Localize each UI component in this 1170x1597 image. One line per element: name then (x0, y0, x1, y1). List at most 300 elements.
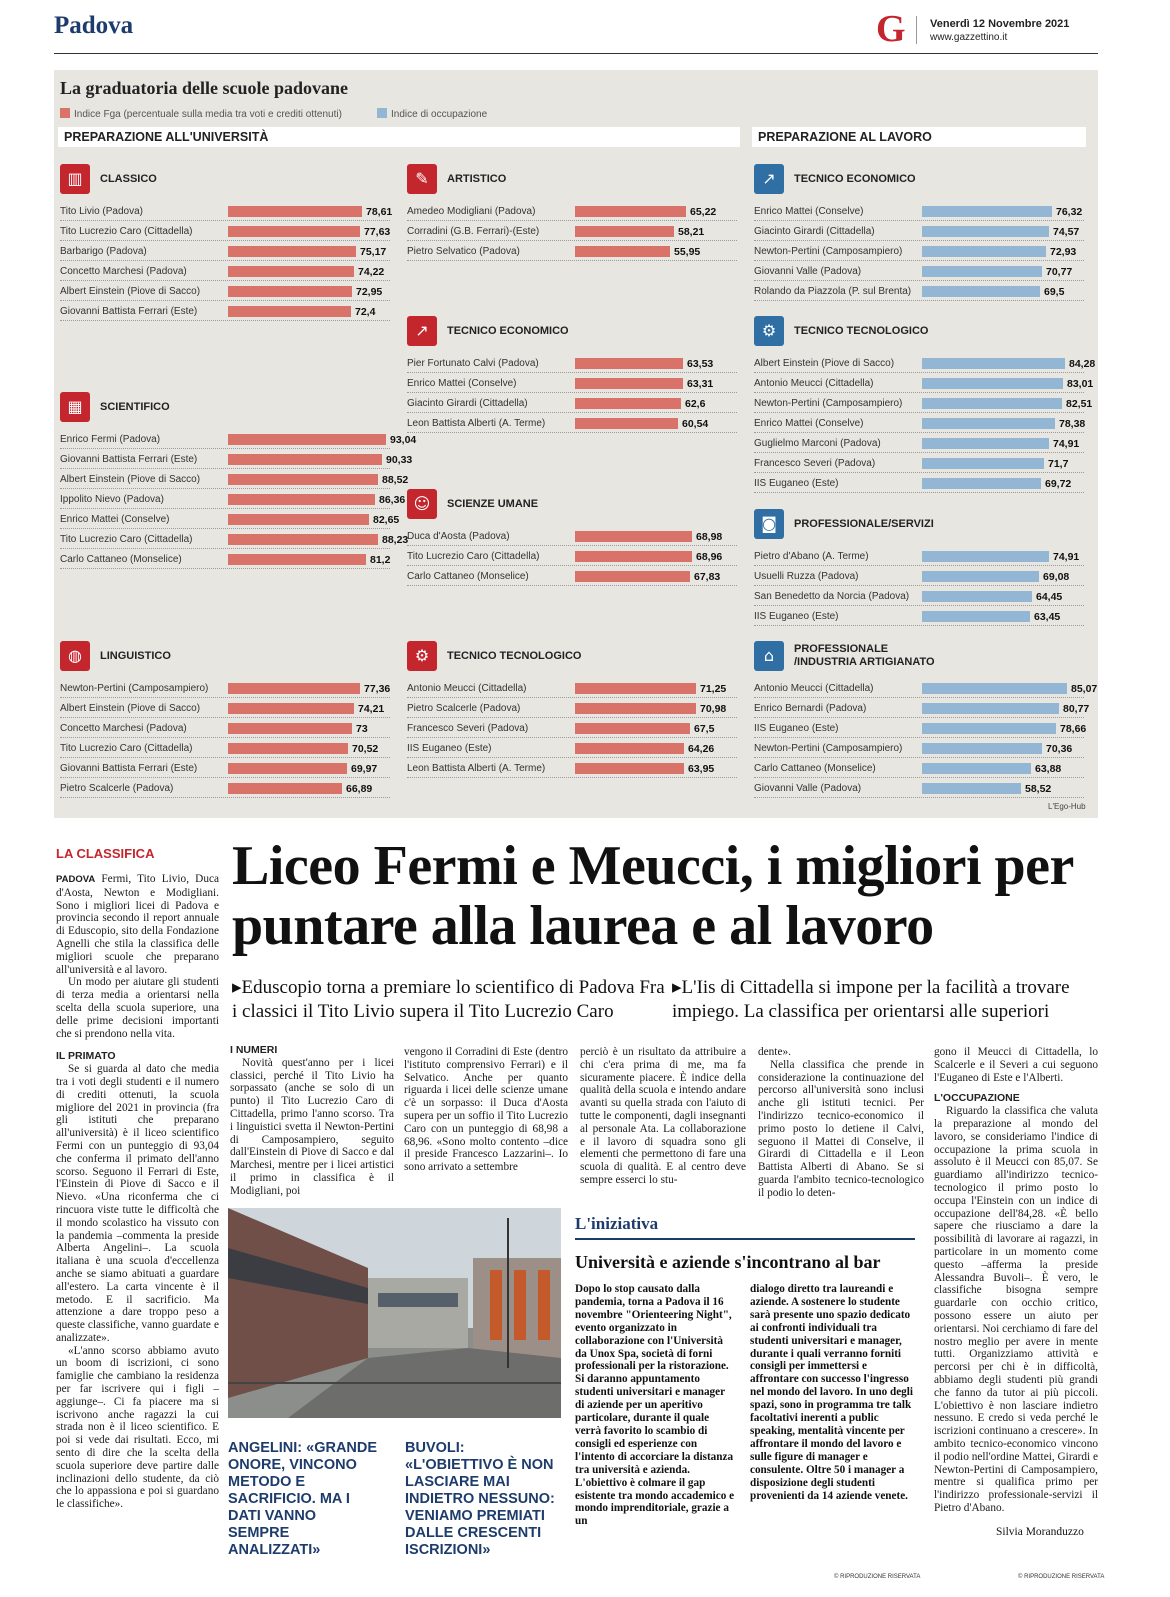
score-bar (575, 743, 684, 754)
score-value: 70,36 (1046, 743, 1073, 755)
score-value: 63,45 (1034, 611, 1061, 623)
score-value: 72,93 (1050, 246, 1077, 258)
section-name: Padova (54, 12, 134, 39)
score-bar (575, 571, 690, 582)
row-divider (407, 565, 737, 566)
row-divider (407, 777, 737, 778)
score-value: 71,25 (700, 683, 727, 695)
article-column-4 (580, 1046, 746, 1187)
score-bar (922, 683, 1067, 694)
score-bar (228, 763, 347, 774)
box-rule (575, 1238, 915, 1240)
school-name: Newton-Pertini (Camposampiero) (60, 683, 209, 694)
score-bar (575, 763, 684, 774)
paragraph: Nella classifica che prende in considerazione la continuazione del percorso all'università sono inclusi anche gli istituti tecnici. Per l'indirizzo tecnico-economico il primo posto lo detiene il Calvi, seguono il Mattei di Conselve, il Girardi di Cittadella e il Leon Battista Alberti di Abano. Se si guarda l'ambito tecnico-tecnologico il podio lo deten- (758, 1058, 924, 1199)
school-name: Enrico Bernardi (Padova) (754, 703, 867, 714)
row-divider (754, 585, 1084, 586)
score-value: 74,91 (1053, 551, 1080, 563)
score-bar (575, 378, 683, 389)
score-bar (922, 551, 1049, 562)
score-bar (228, 783, 342, 794)
school-name: Tito Lucrezio Caro (Cittadella) (60, 226, 193, 237)
score-bar (575, 226, 674, 237)
score-value: 72,4 (355, 306, 376, 318)
section-title: SCIENZE UMANE (447, 498, 539, 510)
score-value: 68,98 (696, 531, 723, 543)
issue-date: Venerdì 12 Novembre 2021 (930, 18, 1070, 30)
section-title: TECNICO TECNOLOGICO (447, 650, 582, 662)
school-name: Leon Battista Alberti (A. Terme) (407, 418, 546, 429)
legend-label-occupazione: Indice di occupazione (391, 109, 488, 120)
row-divider (60, 528, 390, 529)
subhead-occupazione: L'OCCUPAZIONE (934, 1092, 1020, 1105)
school-name: Francesco Severi (Padova) (754, 458, 876, 469)
section-title: /INDUSTRIA ARTIGIANATO (794, 656, 935, 668)
article-column-3 (404, 1046, 568, 1174)
school-name: Giovanni Battista Ferrari (Este) (60, 763, 198, 774)
school-name: Concetto Marchesi (Padova) (60, 723, 187, 734)
score-bar (922, 206, 1052, 217)
school-name: Antonio Meucci (Cittadella) (754, 378, 874, 389)
pull-quote-angelini: ANGELINI: «GRANDE ONORE, VINCONO METODO E SACRIFICIO. MA I DATI VANNO SEMPRE ANALIZZATI» (228, 1440, 378, 1558)
row-divider (754, 777, 1084, 778)
row-divider (407, 240, 737, 241)
school-name: Duca d'Aosta (Padova) (407, 531, 510, 542)
score-value: 78,66 (1060, 723, 1087, 735)
people-icon: ☺ (407, 489, 437, 519)
score-value: 74,22 (358, 266, 385, 278)
row-divider (407, 717, 737, 718)
score-value: 63,95 (688, 763, 715, 775)
paragraph: «L'anno scorso abbiamo avuto un boom di iscrizioni, ci sono famiglie che cambiano la residenza per far iscrivere qui i figli –aggiunge–. Ci fa piacere ma si iscrivono anche ragazzi la cui strada non è il liceo scientifico. E poi si vede dai risultati. Ecco, mi sento di dire che la scelta della scuola superiore deve partire dalle inclinazioni dello studente, da ciò che lo appassiona e poi si guardano le classifiche». (56, 1344, 219, 1511)
legend-swatch-fga (60, 108, 70, 118)
score-bar (922, 571, 1039, 582)
paragraph: dente». (758, 1046, 791, 1058)
row-divider (60, 697, 390, 698)
row-divider (407, 545, 737, 546)
school-name: Carlo Cattaneo (Monselice) (60, 554, 182, 565)
school-name: IIS Euganeo (Este) (754, 723, 839, 734)
masthead-rule (54, 53, 1098, 54)
school-name: Corradini (G.B. Ferrari)-(Este) (407, 226, 540, 237)
legend-item-occupazione (377, 108, 487, 120)
school-name: Enrico Mattei (Conselve) (60, 514, 170, 525)
score-bar (575, 683, 696, 694)
school-name: Enrico Mattei (Conselve) (754, 418, 864, 429)
gazzettino-logo[interactable]: G (876, 8, 906, 50)
row-divider (754, 412, 1084, 413)
score-bar (922, 611, 1030, 622)
headline: Liceo Fermi e Meucci, i migliori per puntare alla laurea e al lavoro (232, 835, 1073, 957)
score-bar (228, 494, 375, 505)
dateline: PADOVA (56, 874, 96, 885)
score-value: 90,33 (386, 454, 413, 466)
row-divider (60, 220, 390, 221)
paragraph: Se si guarda al dato che media tra i voti degli studenti e il numero di crediti ottenuti, la scuola migliore del 2021 in provincia (fra gli istituti che preparano all'università) è il liceo scientifico Fermi con un punteggio di 93,04 che conferma il primato dell'anno scorso. Seguono il Ferrari di Este, l'Einstein di Piove di Sacco e il Nievo. «Una riconferma che ci rincuora viste tutte le difficoltà che il mondo scolastico ha vissuto con la pandemia –commenta la preside Alberta Angelini–. La scuola italiana è una scuola d'eccellenza anche se siamo abituati a guardare all'estero. La carta vincente è il metodo. E il sacrificio. Ma attenzione a dare troppo peso a queste classifiche, vanno guardate e analizzate». (56, 1063, 219, 1344)
score-bar (228, 206, 362, 217)
section-title: TECNICO ECONOMICO (447, 325, 569, 337)
chart-icon: ↗ (407, 316, 437, 346)
gears-icon: ⚙ (407, 641, 437, 671)
row-divider (60, 240, 390, 241)
score-value: 78,61 (366, 206, 393, 218)
school-name: Tito Lucrezio Caro (Cittadella) (60, 743, 193, 754)
person-icon: ◙ (754, 509, 784, 539)
subhead-numeri: I NUMERI (230, 1044, 278, 1056)
score-bar (922, 418, 1055, 429)
score-value: 84,28 (1069, 358, 1096, 370)
school-name: Albert Einstein (Piove di Sacco) (754, 358, 895, 369)
score-value: 93,04 (390, 434, 417, 446)
score-bar (228, 306, 351, 317)
score-value: 73 (356, 723, 368, 735)
school-name: Usuelli Ruzza (Padova) (754, 571, 859, 582)
masthead-separator (916, 16, 917, 44)
calculator-icon: ▦ (60, 392, 90, 422)
school-name: Giovanni Valle (Padova) (754, 783, 862, 794)
score-value: 70,98 (700, 703, 727, 715)
score-value: 85,07 (1071, 683, 1098, 695)
box-column-2: dialogo diretto tra laureandi e aziende. A sostenere lo studente sarà presente uno spazio dedicato ai confronti individuali tra studenti universitari e manager, durante i quali verranno forniti consigli per immettersi e affrontare con successo l'ingresso nel mondo del lavoro. In uno degli spazi, sono in programma tre talk facoltativi inerenti a public speaking, mentalità vincente per affrontare il mondo del lavoro e sulle figure di manager e consulente. Oltre 50 i manager a disposizione degli studenti provenienti da 14 aziende venete. (750, 1283, 913, 1502)
score-bar (922, 703, 1059, 714)
school-name: Carlo Cattaneo (Monselice) (754, 763, 876, 774)
score-value: 69,72 (1045, 478, 1072, 490)
score-bar (228, 266, 354, 277)
score-bar (922, 266, 1042, 277)
legend-item-fga (60, 108, 342, 120)
score-bar (922, 226, 1049, 237)
paragraph: Un modo per aiutare gli studenti di terza media a orientarsi nella scelta della scuola superiore, una delle prime decisioni importanti che si prendono nella vita. (56, 976, 219, 1040)
section-title: TECNICO TECNOLOGICO (794, 325, 929, 337)
row-divider (754, 260, 1084, 261)
row-divider (754, 605, 1084, 606)
school-name: Tito Livio (Padova) (60, 206, 143, 217)
box-title: Università e aziende s'incontrano al bar (575, 1252, 881, 1272)
author-signature: Silvia Moranduzzo (996, 1526, 1084, 1538)
article-column-1 (56, 873, 219, 1511)
graphic-credit: L'Ego-Hub (1048, 802, 1086, 811)
section-title: CLASSICO (100, 173, 157, 185)
score-value: 58,52 (1025, 783, 1052, 795)
row-divider (754, 300, 1084, 301)
score-value: 75,17 (360, 246, 387, 258)
palette-icon: ✎ (407, 164, 437, 194)
copyright-notice: © RIPRODUZIONE RISERVATA (834, 1574, 921, 1580)
score-value: 55,95 (674, 246, 701, 258)
gears-icon: ⚙ (754, 316, 784, 346)
row-divider (60, 797, 390, 798)
school-name: Tito Lucrezio Caro (Cittadella) (60, 534, 193, 545)
chart-icon: ↗ (754, 164, 784, 194)
row-divider (407, 220, 737, 221)
paragraph: Fermi, Tito Livio, Duca d'Aosta, Newton e Modigliani. Sono i migliori licei di Padova e provincia secondo il report annuale di Eduscopio, sito della Fondazione Agnelli che stila la classifica delle migliori scuole che preparano all'università e al lavoro. (56, 873, 220, 976)
row-divider (754, 472, 1084, 473)
copyright-notice: © RIPRODUZIONE RISERVATA (1018, 1574, 1105, 1580)
row-divider (60, 737, 390, 738)
paragraph: perciò è un risultato da attribuire a chi c'era prima di me, ma fa sicuramente piacere. È indice della qualità della scuola e intendo andare avanti su quella strada con l'aiuto di tutte le componenti, dagli insegnanti al personale Ata. La collaborazione e il lavoro di squadra sono gli elementi che permettono di fare una scuola di qualità. E al centro deve sempre esserci lo stu- (580, 1046, 746, 1186)
row-divider (60, 300, 390, 301)
row-divider (754, 372, 1084, 373)
score-bar (228, 454, 382, 465)
school-name: Pietro Selvatico (Padova) (407, 246, 520, 257)
score-bar (575, 206, 686, 217)
globe-icon: ◍ (60, 641, 90, 671)
score-bar (228, 474, 378, 485)
school-name: Guglielmo Marconi (Padova) (754, 438, 881, 449)
score-value: 71,7 (1048, 458, 1069, 470)
row-divider (60, 508, 390, 509)
paragraph: Novità quest'anno per i licei classici, perché il Tito Livio ha sorpassato (anche se solo di un punto) il Tito Lucrezio Caro di Cittadella, primo l'anno scorso. Tra i linguistici svetta il Newton-Pertini di Camposampiero, seguito dall'Einstein di Piove di Sacco e dal Marchesi, mentre per i licei artistici il primo in classifica è il Modigliani, poi (230, 1056, 394, 1197)
score-value: 63,53 (687, 358, 714, 370)
paragraph: vengono il Corradini di Este (dentro l'istituto comprensivo Ferrari) e il Selvatico. Anche per quanto riguarda i licei delle scienze umane c'è un sorpasso: il Duca d'Aosta supera per un soffio il Tito Lucrezio Caro con un punteggio di 68,98 a 68,96. «Sono molto contento –dice il preside Francesco Lazzarini–. Io sono arrivato a settembre (404, 1046, 568, 1174)
score-bar (922, 378, 1063, 389)
score-value: 62,6 (685, 398, 706, 410)
row-divider (754, 240, 1084, 241)
row-divider (60, 448, 390, 449)
school-name: Pietro d'Abano (A. Terme) (754, 551, 869, 562)
books-icon: ▥ (60, 164, 90, 194)
score-value: 74,57 (1053, 226, 1080, 238)
section-title: PROFESSIONALE/SERVIZI (794, 518, 934, 530)
school-name: Giacinto Girardi (Cittadella) (754, 226, 875, 237)
school-name: Rolando da Piazzola (P. sul Brenta) (754, 286, 912, 297)
score-value: 81,2 (370, 554, 391, 566)
school-name: Giovanni Battista Ferrari (Este) (60, 454, 198, 465)
section-title: TECNICO ECONOMICO (794, 173, 916, 185)
score-bar (922, 743, 1042, 754)
score-value: 67,5 (694, 723, 715, 735)
score-value: 77,36 (364, 683, 391, 695)
score-value: 88,23 (382, 534, 409, 546)
score-bar (922, 438, 1049, 449)
row-divider (60, 320, 390, 321)
row-divider (754, 697, 1084, 698)
school-name: Newton-Pertini (Camposampiero) (754, 743, 903, 754)
row-divider (407, 392, 737, 393)
paragraph: gono il Meucci di Cittadella, lo Scalcerle e il Severi a cui seguono l'Euganeo di Este e l'Alberti. (934, 1046, 1098, 1084)
school-name: Enrico Mattei (Conselve) (754, 206, 864, 217)
row-divider (407, 412, 737, 413)
infographic-title: La graduatoria delle scuole padovane (60, 78, 349, 98)
row-divider (754, 280, 1084, 281)
score-bar (228, 286, 352, 297)
school-name: Francesco Severi (Padova) (407, 723, 529, 734)
school-name: Albert Einstein (Piove di Sacco) (60, 286, 201, 297)
row-divider (60, 488, 390, 489)
row-divider (754, 565, 1084, 566)
school-photo (228, 1208, 561, 1418)
score-value: 58,21 (678, 226, 705, 238)
deck-right: ▸L'Iis di Cittadella si impone per la facilità a trovare impiego. La classifica per orientarsi alle superiori (672, 977, 1070, 1022)
score-value: 70,52 (352, 743, 379, 755)
row-divider (407, 260, 737, 261)
score-value: 70,77 (1046, 266, 1073, 278)
score-value: 74,21 (358, 703, 385, 715)
score-value: 64,26 (688, 743, 715, 755)
school-name: Concetto Marchesi (Padova) (60, 266, 187, 277)
school-name: Carlo Cattaneo (Monselice) (407, 571, 529, 582)
row-divider (407, 737, 737, 738)
score-value: 83,01 (1067, 378, 1094, 390)
row-divider (60, 260, 390, 261)
school-name: Albert Einstein (Piove di Sacco) (60, 474, 201, 485)
school-building-illustration (228, 1208, 561, 1418)
score-value: 63,88 (1035, 763, 1062, 775)
school-name: Enrico Fermi (Padova) (60, 434, 161, 445)
row-divider (754, 717, 1084, 718)
score-bar (228, 683, 360, 694)
section-title: PROFESSIONALE (794, 643, 889, 655)
score-bar (922, 458, 1044, 469)
score-bar (228, 434, 386, 445)
school-name: Pietro Scalcerle (Padova) (60, 783, 174, 794)
score-bar (575, 723, 690, 734)
score-bar (922, 246, 1046, 257)
score-value: 63,31 (687, 378, 714, 390)
row-divider (60, 468, 390, 469)
school-name: San Benedetto da Norcia (Padova) (754, 591, 910, 602)
factory-icon: ⌂ (754, 641, 784, 671)
row-divider (407, 697, 737, 698)
score-bar (922, 591, 1032, 602)
score-value: 65,22 (690, 206, 717, 218)
row-divider (754, 220, 1084, 221)
school-name: Barbarigo (Padova) (60, 246, 147, 257)
subhead-primato: IL PRIMATO (56, 1050, 116, 1063)
score-value: 66,89 (346, 783, 373, 795)
score-value: 69,97 (351, 763, 378, 775)
row-divider (60, 548, 390, 549)
score-bar (922, 763, 1031, 774)
school-name: IIS Euganeo (Este) (407, 743, 492, 754)
school-name: Pier Fortunato Calvi (Padova) (407, 358, 539, 369)
school-name: Newton-Pertini (Camposampiero) (754, 398, 903, 409)
row-divider (754, 797, 1084, 798)
score-value: 69,08 (1043, 571, 1070, 583)
school-name: Tito Lucrezio Caro (Cittadella) (407, 551, 540, 562)
article-column-5 (758, 1046, 924, 1200)
row-divider (60, 280, 390, 281)
article-kicker: LA CLASSIFICA (56, 846, 155, 861)
row-divider (60, 777, 390, 778)
paragraph: Riguardo la classifica che valuta la preparazione al mondo del lavoro, se consideriamo l'indice di occupazione la prima scuola in assoluto è il Meucci con 85,07. Se guardiamo all'indirizzo tecnico-tecnologico il primo posto lo occupa l'Einstein con un indice di occupazione dell'84,28. «È bello sapere che riusciamo a dare la possibilità di lavorare ai ragazzi, in particolare in un momento come questo –afferma la preside Alessandra Buvoli–. È vero, le classifiche bisogna sempre guardarle con occhio critico, possono essere un aiuto per orientarsi. Noi cerchiamo di fare del nostro meglio per avere in mente tutti. Organizziamo attività e percorsi per chi è in difficoltà, abbiamo degli studenti più grandi che fanno da tutor ai più piccoli. L'obiettivo è non lasciare indietro nessuno. E credo si veda perché le iscrizioni continuano a crescere». In ambito tecnico-economico vincono il podio nell'ordine Mattei, Girardi e Newton-Pertini di Camposampiero, mentre si qualifica primo per l'indirizzo professionale-servizi il Pietro d'Abano. (934, 1105, 1098, 1514)
score-value: 72,95 (356, 286, 383, 298)
article-column-2 (230, 1044, 394, 1198)
school-name: Antonio Meucci (Cittadella) (407, 683, 527, 694)
score-bar (228, 743, 348, 754)
school-name: IIS Euganeo (Este) (754, 478, 839, 489)
row-divider (407, 372, 737, 373)
score-value: 68,96 (696, 551, 723, 563)
school-name: Enrico Mattei (Conselve) (407, 378, 517, 389)
row-divider (754, 432, 1084, 433)
score-bar (922, 358, 1065, 369)
section-title: LINGUISTICO (100, 650, 171, 662)
school-name: Albert Einstein (Piove di Sacco) (60, 703, 201, 714)
site-url[interactable]: www.gazzettino.it (930, 32, 1008, 43)
row-divider (754, 625, 1084, 626)
score-bar (922, 398, 1062, 409)
score-bar (922, 723, 1056, 734)
score-bar (575, 246, 670, 257)
row-divider (407, 432, 737, 433)
score-bar (228, 246, 356, 257)
score-value: 82,51 (1066, 398, 1093, 410)
score-value: 80,77 (1063, 703, 1090, 715)
score-value: 69,5 (1044, 286, 1065, 298)
school-name: Giovanni Battista Ferrari (Este) (60, 306, 198, 317)
legend-label-fga: Indice Fga (percentuale sulla media tra voti e crediti ottenuti) (74, 109, 342, 120)
score-bar (575, 358, 683, 369)
score-value: 82,65 (373, 514, 400, 526)
row-divider (754, 492, 1084, 493)
box-column-1: Dopo lo stop causato dalla pandemia, torna a Padova il 16 novembre "Orienteering Night", evento organizzato in collaborazione con l'Università da Unox Spa, società di forni professionali per la ristorazione. Si daranno appuntamento studenti universitari e manager di aziende per un aperitivo particolare, durante il quale verrà favorito lo scambio di consigli ed esperienze con l'intento di accorciare la distanza tra università e azienda. L'obiettivo è colmare il gap esistente tra mondo accademico e mondo imprenditoriale, grazie a un (575, 1283, 735, 1528)
score-value: 67,83 (694, 571, 721, 583)
score-bar (922, 286, 1040, 297)
deck-left: ▸Eduscopio torna a premiare lo scientifico di Padova Fra i classici il Tito Livio supera il Tito Lucrezio Caro (232, 977, 665, 1022)
row-divider (754, 737, 1084, 738)
box-kicker: L'iniziativa (575, 1214, 659, 1233)
school-name: Pietro Scalcerle (Padova) (407, 703, 521, 714)
score-bar (575, 398, 681, 409)
score-bar (575, 418, 678, 429)
score-bar (228, 554, 366, 565)
row-divider (407, 757, 737, 758)
section-title: SCIENTIFICO (100, 401, 170, 413)
pull-quote-buvoli: BUVOLI: «L'OBIETTIVO È NON LASCIARE MAI INDIETRO NESSUNO: VENIAMO PREMIATI DALLE CRESCENTI ISCRIZIONI» (405, 1440, 555, 1558)
score-value: 76,32 (1056, 206, 1083, 218)
score-value: 86,36 (379, 494, 406, 506)
score-bar (228, 534, 378, 545)
row-divider (60, 717, 390, 718)
row-divider (60, 568, 390, 569)
row-divider (407, 585, 737, 586)
score-value: 60,54 (682, 418, 709, 430)
legend-swatch-occupazione (377, 108, 387, 118)
score-bar (228, 703, 354, 714)
score-bar (575, 551, 692, 562)
score-bar (575, 703, 696, 714)
row-divider (60, 757, 390, 758)
school-name: Ippolito Nievo (Padova) (60, 494, 164, 505)
school-name: IIS Euganeo (Este) (754, 611, 839, 622)
school-name: Amedeo Modigliani (Padova) (407, 206, 536, 217)
score-bar (922, 478, 1041, 489)
score-value: 74,91 (1053, 438, 1080, 450)
row-divider (754, 392, 1084, 393)
school-name: Giacinto Girardi (Cittadella) (407, 398, 528, 409)
section-title: ARTISTICO (447, 173, 507, 185)
article-column-6 (934, 1046, 1098, 1515)
score-bar (228, 514, 369, 525)
score-bar (575, 531, 692, 542)
row-divider (754, 757, 1084, 758)
score-bar (922, 783, 1021, 794)
score-value: 64,45 (1036, 591, 1063, 603)
score-value: 88,52 (382, 474, 409, 486)
banner-work: PREPARAZIONE AL LAVORO (752, 127, 1086, 147)
score-bar (228, 226, 360, 237)
school-name: Antonio Meucci (Cittadella) (754, 683, 874, 694)
score-bar (228, 723, 352, 734)
score-value: 77,63 (364, 226, 391, 238)
school-name: Leon Battista Alberti (A. Terme) (407, 763, 546, 774)
school-name: Newton-Pertini (Camposampiero) (754, 246, 903, 257)
score-value: 78,38 (1059, 418, 1086, 430)
school-name: Giovanni Valle (Padova) (754, 266, 862, 277)
row-divider (754, 452, 1084, 453)
banner-university: PREPARAZIONE ALL'UNIVERSITÀ (58, 127, 740, 147)
